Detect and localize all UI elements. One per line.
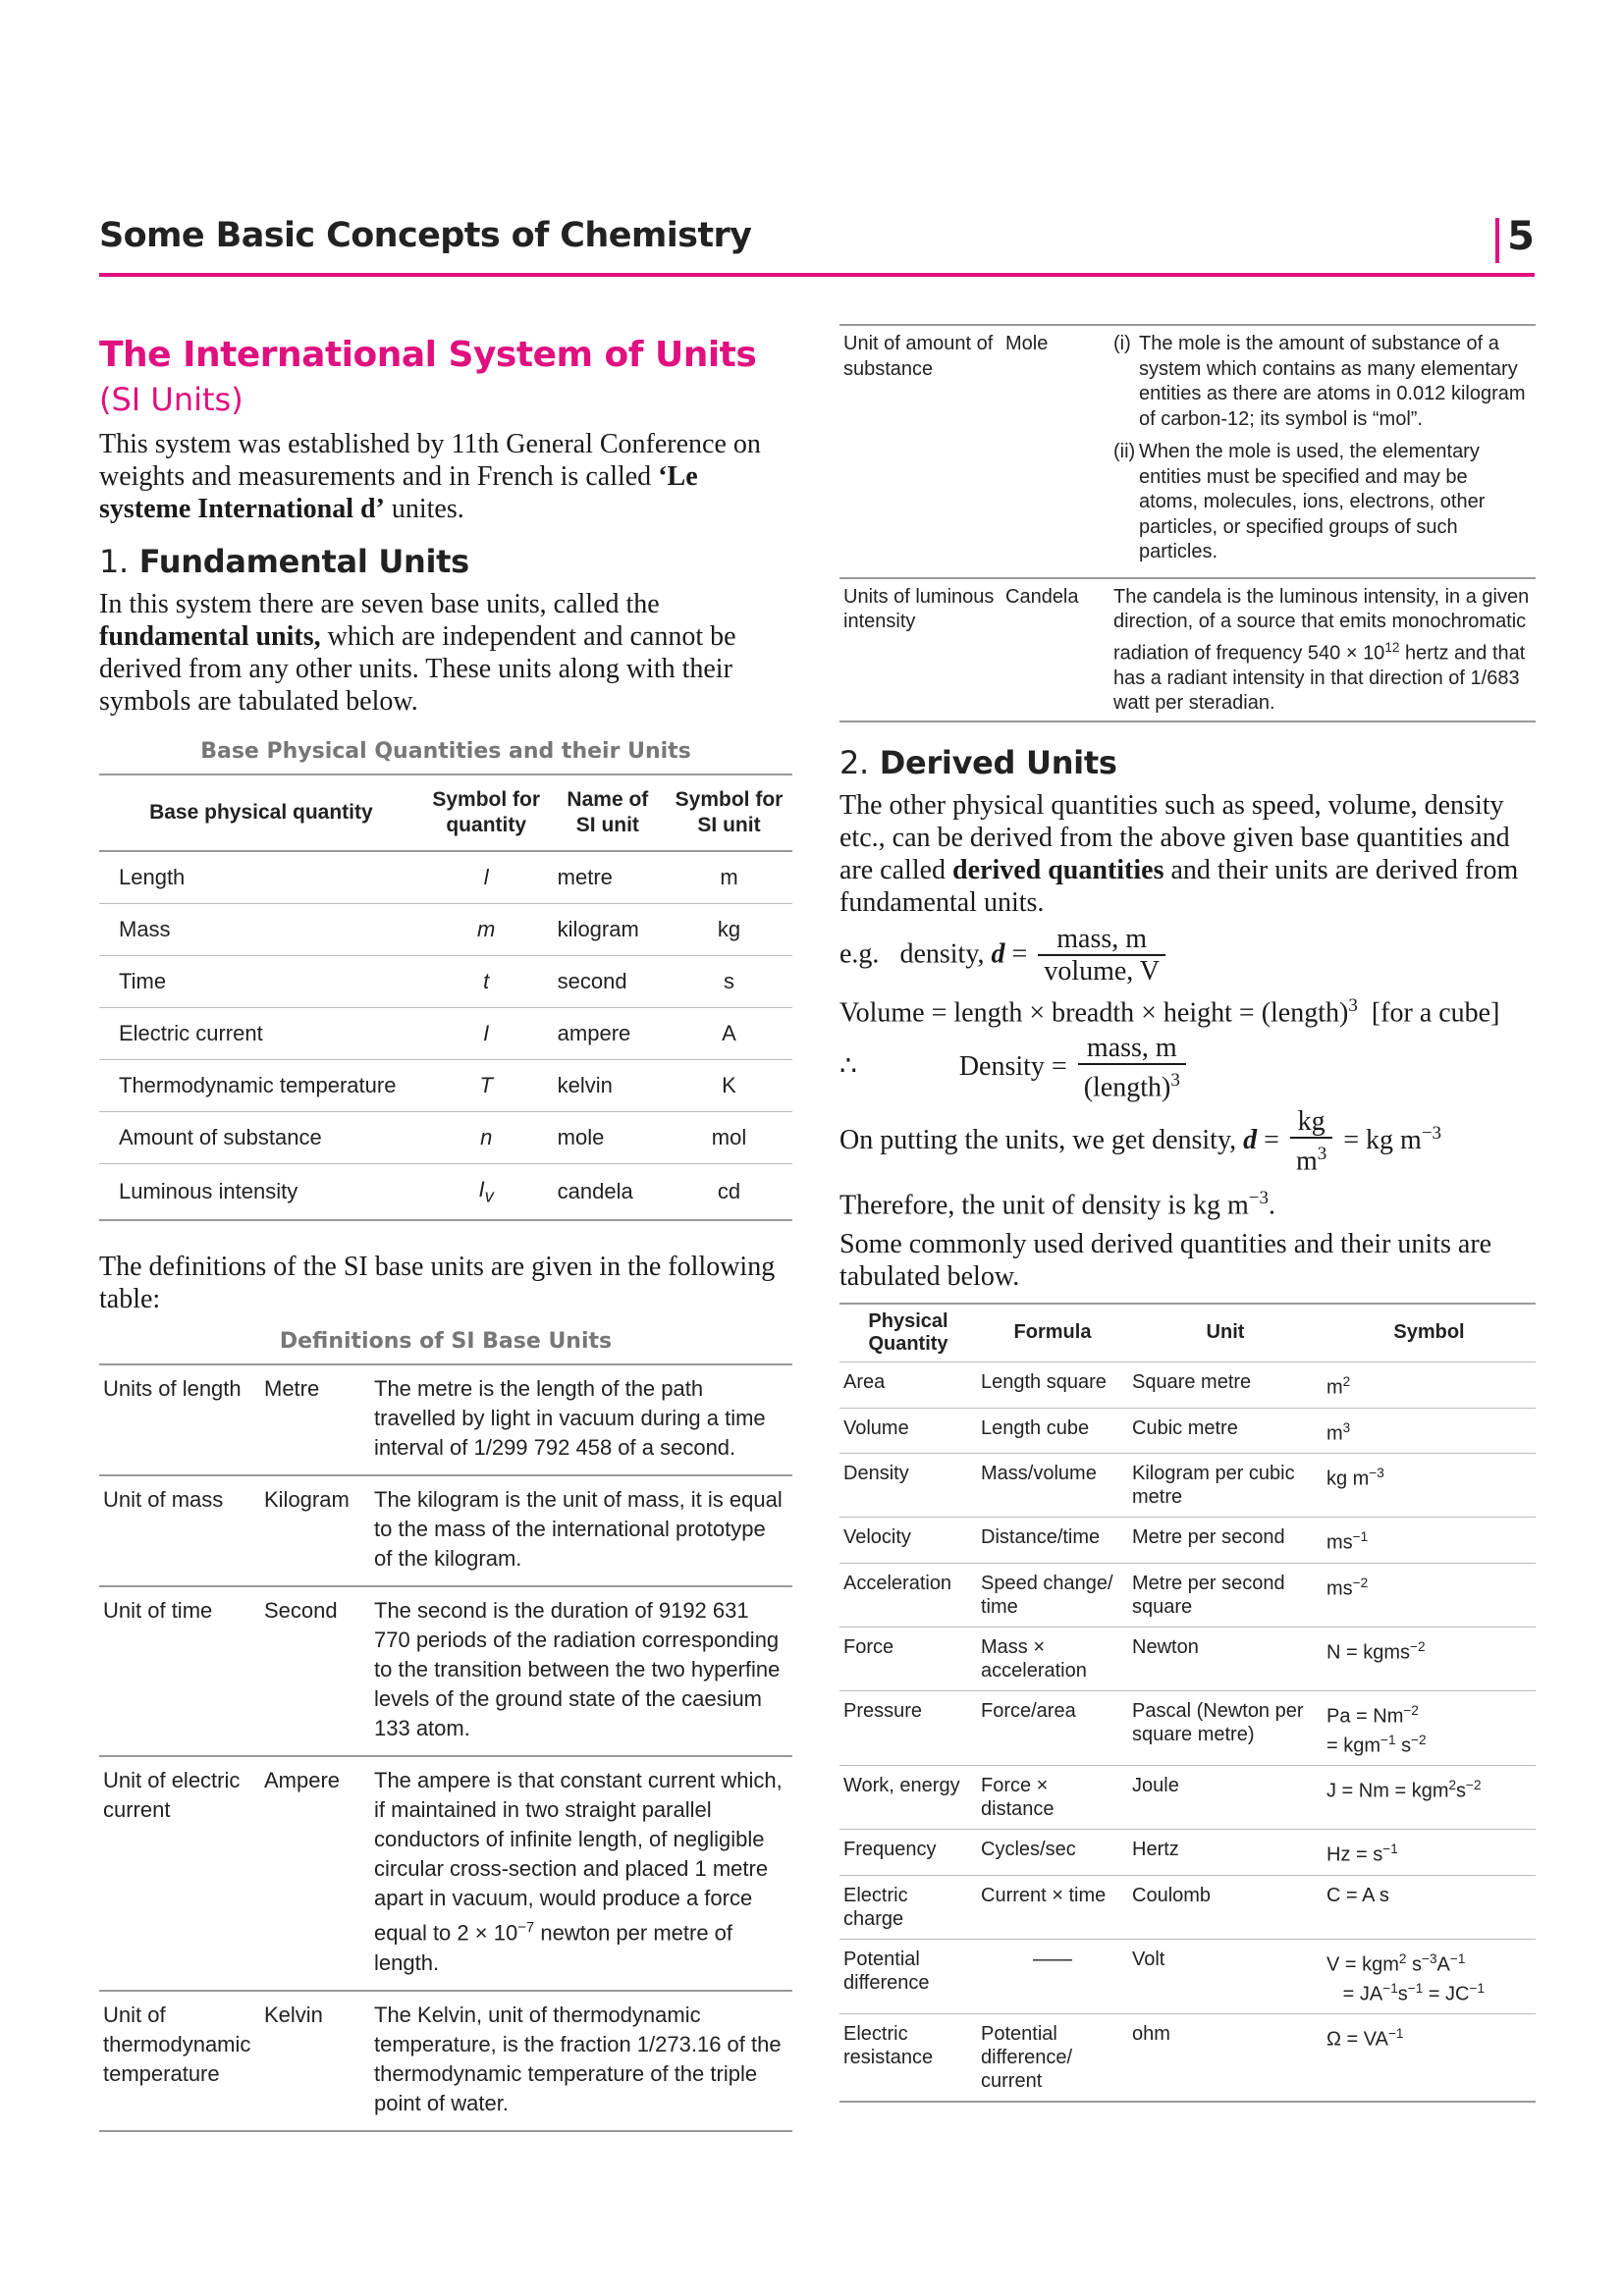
exponent: −1 [1380,1732,1396,1747]
cell: The second is the duration of 9192 631 770 periods of the radiation corresponding to the transition between the two hyperfine levels of the ground state of the caesium 133 atom. [370,1586,792,1756]
cell: kilogram [550,904,666,956]
symbol: s [1395,1735,1412,1757]
symbol: = JA [1342,1983,1383,2005]
cell: Kilogram per cubic metre [1128,1454,1323,1518]
symbol: s [1397,1983,1408,2005]
exponent: −1 [1449,1950,1466,1966]
cell: Density [839,1454,977,1518]
denominator [1290,1139,1332,1177]
cell [1323,1939,1536,2013]
cell: s [666,956,792,1008]
numerator: mass, m [1078,1034,1186,1065]
symbol-d: d [1243,1125,1258,1156]
cell: Acceleration [839,1563,977,1627]
symbol: Hz = s [1326,1843,1383,1866]
cell [423,1164,550,1221]
intro-text-end: unites. [384,494,464,524]
cell: C = A s [1323,1875,1536,1939]
cell: Unit of amount of substance [839,325,1001,578]
header-divider [1495,218,1499,263]
symbol: ms [1326,1577,1353,1600]
exponent: −2 [1403,1702,1419,1718]
table-row [99,851,792,904]
cell: candela [550,1164,666,1221]
table-row [99,1756,792,1990]
col-header: Symbol [1323,1304,1536,1362]
cell: Metre per second [1128,1518,1323,1564]
cell-text: The ampere is that constant current which, if maintained in two straight parallel conductors of infinite length, of negligible circular cross-section and placed 1 metre apart in vacuum, would produce a force equal to 2 × 10 [374,1768,783,1946]
cell: Newton [1128,1627,1323,1690]
table-row [839,1518,1536,1564]
exponent: 3 [1317,1144,1327,1165]
cell: kelvin [550,1060,666,1112]
exponent: −1 [1352,1529,1369,1545]
cell: Coulomb [1128,1875,1323,1939]
table-row [839,1830,1536,1876]
exponent: 12 [1384,639,1400,655]
exponent: −7 [517,1919,535,1937]
cell [1323,1408,1536,1454]
table-row [99,1364,792,1475]
result: = kg m [1343,1125,1422,1156]
paragraph-bold: fundamental units, [99,621,321,652]
page-header [99,214,1535,277]
cell: Unit of mass [99,1475,260,1586]
cell [1323,1627,1536,1690]
cell: ohm [1128,2014,1323,2103]
cell: Potential difference/ current [977,2014,1128,2103]
cell: Force/area [977,1690,1128,1765]
density-derivation [839,1034,1536,1103]
equals: = [1264,1125,1279,1156]
cell: Luminous intensity [99,1164,423,1221]
cell [1323,1690,1536,1765]
paragraph-text: In this system there are seven base units, called the [99,589,660,619]
table-row [839,1690,1536,1765]
table-row [99,1008,792,1060]
cell: The metre is the length of the path travelled by light in vacuum during a time interval of 1/299 792 458 of a second. [370,1364,792,1475]
table-row [99,956,792,1008]
table-row [99,1164,792,1221]
table-row [839,1362,1536,1408]
cell: Volt [1128,1939,1323,2013]
cell: Units of length [99,1364,260,1475]
cell: Distance/time [977,1518,1128,1564]
cell: metre [550,851,666,904]
symbol-d: d [991,938,1005,970]
chapter-title: Some Basic Concepts of Chemistry [99,216,752,255]
right-column [839,324,1536,2103]
intro-paragraph [99,428,792,525]
heading-text: Derived Units [879,743,1117,781]
exponent: −2 [1410,1638,1426,1654]
cell [1109,578,1536,721]
symbol: Pa = Nm [1326,1705,1404,1728]
cell: Work, energy [839,1766,977,1830]
cell: Amount of substance [99,1112,423,1164]
definition-item [1113,332,1532,432]
cell: Electric current [99,1008,423,1060]
cell: Speed change/ time [977,1563,1128,1627]
symbol: = kgm [1326,1735,1381,1757]
fraction [1290,1107,1332,1177]
cell: Joule [1128,1766,1323,1830]
table-header-row [99,774,792,851]
symbol: N = kgms [1326,1641,1411,1664]
col-header: Unit [1128,1304,1323,1362]
cell: Mass/volume [977,1454,1128,1518]
item-text: When the mole is used, the elementary entities must be specified and may be atoms, molecules, ions, electrons, other particles, or specified groups of such particles. [1139,441,1486,562]
cell [1323,2014,1536,2103]
cell: second [550,956,666,1008]
paragraph-text: The other physical quantities such as speed, volume, density etc., can be derived from the above given base quantities and are called [839,789,1510,885]
conclusion-text: Therefore, the unit of density is kg m [839,1189,1249,1220]
density-unit-conclusion [839,1182,1536,1222]
cell: —— [977,1939,1128,2013]
symbol: J = Nm = kgm [1326,1780,1449,1802]
cell: Length square [977,1362,1128,1408]
table-row [839,1766,1536,1830]
cell: Kilogram [260,1475,370,1586]
cell: kg [666,904,792,956]
cell [1109,325,1536,578]
table-row [839,1875,1536,1939]
cell: Cubic metre [1128,1408,1323,1454]
density-formula [839,925,1536,988]
cell: Mole [1001,325,1109,578]
putting-text: On putting the units, we get density, [839,1125,1237,1156]
cell: The Kelvin, unit of thermodynamic temperature, is the fraction 1/273.16 of the thermodynamic temperature of the triple point of water. [370,1991,792,2131]
exponent: 2 [1398,1950,1407,1966]
cell-text-end: hertz and that has a radiant intensity in that direction of 1/683 watt per steradian. [1113,642,1526,715]
col-header: Base physical quantity [99,774,423,851]
cell: mol [666,1112,792,1164]
fundamental-paragraph [99,588,792,718]
cell [1323,1362,1536,1408]
exponent: −3 [1369,1466,1384,1481]
cell: K [666,1060,792,1112]
item-label: (i) [1113,333,1131,354]
cell: Electric charge [839,1875,977,1939]
base-quantities-table [99,774,792,1221]
table-row [99,1475,792,1586]
cell-text-end: newton per metre of length. [374,1920,733,1975]
table-row [839,325,1536,578]
cube-note: [for a cube] [1371,996,1500,1028]
table-row [99,904,792,956]
cell: Unit of thermodynamic temperature [99,1991,260,2131]
cell: Length cube [977,1408,1128,1454]
table-row [839,1627,1536,1690]
intro-text: This system was established by 11th General Conference on weights and measurements and in French is called [99,429,761,492]
volume-text: Volume = length × breadth × height = (length) [839,996,1349,1028]
col-header: Symbol for SI unit [666,774,792,851]
heading-number: 1. [99,543,129,580]
table-header-row [839,1304,1536,1362]
therefore-symbol: ∴ [839,1051,857,1083]
cell: Area [839,1362,977,1408]
cell: m [666,851,792,904]
table-row [839,1408,1536,1454]
cell: Force [839,1627,977,1690]
table-row [839,1563,1536,1627]
cell: Second [260,1586,370,1756]
fundamental-units-heading [99,543,792,580]
cell: Hertz [1128,1830,1323,1876]
cell: l [423,851,550,904]
item-text: The mole is the amount of substance of a system which contains as many elementary entities as there are atoms in 0.012 kilogram of carbon-12; its symbol is “mol”. [1139,333,1526,430]
symbol-subscript: v [484,1185,494,1206]
density-label: Density = [958,1051,1067,1083]
heading-text: Fundamental Units [138,543,469,580]
symbol: I [478,1177,485,1201]
cell: Electric resistance [839,2014,977,2103]
intro-french-name: ‘Le systeme International d’ [99,461,698,524]
paragraph-bold: derived quantities [952,854,1164,885]
fraction [1038,925,1165,988]
paragraph-text-end: and their units are derived from fundamental units. [839,854,1519,918]
cell: Length [99,851,423,904]
table-row [99,1060,792,1112]
cell: Mass [99,904,423,956]
exponent: −1 [1407,1980,1424,1996]
cell: t [423,956,550,1008]
table-row [839,578,1536,721]
symbol: m [1326,1422,1343,1445]
denominator: volume, V [1044,955,1161,987]
symbol: s [1456,1780,1467,1802]
density-units [839,1107,1536,1177]
eg-label: e.g. [839,938,880,970]
cell-text: The candela is the luminous intensity, in a given direction, of a source that emits monochromatic radiation of frequency 540 × 10 [1113,585,1530,665]
cell: T [423,1060,550,1112]
cell: Thermodynamic temperature [99,1060,423,1112]
table-row [839,1454,1536,1518]
equals: = [1011,938,1028,970]
cell: Current × time [977,1875,1128,1939]
section-title: The International System of Units [99,335,757,375]
exponent: −3 [1421,1123,1442,1145]
exponent: −1 [1387,2026,1404,2042]
exponent: −1 [1469,1980,1485,1996]
table-row [839,2014,1536,2103]
cell: A [666,1008,792,1060]
cell: The kilogram is the unit of mass, it is equal to the mass of the international prototype of the kilogram. [370,1475,792,1586]
cell: mole [550,1112,666,1164]
fraction [1078,1034,1186,1103]
symbol: = JC [1423,1983,1470,2005]
cell [370,1756,792,1990]
cell: Pascal (Newton per square metre) [1128,1690,1323,1765]
base-table-caption: Base Physical Quantities and their Units [200,739,691,764]
cell: m [423,904,550,956]
cell: I [423,1008,550,1060]
denominator [1078,1065,1186,1103]
def-table-caption: Definitions of SI Base Units [279,1329,613,1355]
exponent: 2 [1448,1778,1457,1793]
cell: Pressure [839,1690,977,1765]
m-text: m [1295,1146,1318,1177]
exponent: 3 [1342,1419,1351,1435]
eg-text: density, [899,938,985,970]
symbol: s [1406,1953,1423,1976]
definitions-table-continued [839,324,1536,722]
cell: Unit of time [99,1586,260,1756]
cell: Velocity [839,1518,977,1564]
cell: Square metre [1128,1362,1323,1408]
cell [1323,1766,1536,1830]
volume-formula [839,989,1536,1030]
cell: Time [99,956,423,1008]
cell: Potential difference [839,1939,977,2013]
cell [1323,1563,1536,1627]
numerator: mass, m [1038,925,1165,956]
table-row [839,1939,1536,2013]
period: . [1269,1189,1276,1220]
symbol: ms [1326,1531,1353,1554]
cell: Ampere [260,1756,370,1990]
cell: Candela [1005,585,1079,608]
definitions-intro: The definitions of the SI base units are given in the following table: [99,1252,776,1315]
cell: ampere [550,1008,666,1060]
exponent: −3 [1422,1950,1437,1966]
derived-units-heading [839,744,1536,781]
left-column [99,334,792,2132]
section-subtitle: (SI Units) [99,381,243,418]
symbol: kg m [1326,1468,1370,1490]
symbol: A [1436,1953,1450,1976]
cell [1323,1454,1536,1518]
heading-number: 2. [839,743,869,781]
cell [1323,1518,1536,1564]
table-row [99,1991,792,2131]
common-derived-intro: Some commonly used derived quantities and their units are tabulated below. [839,1228,1492,1292]
table-row [99,1112,792,1164]
cell: Unit of electric current [99,1756,260,1990]
cell: Metre [260,1364,370,1475]
cell: Units of luminous intensity [843,585,995,632]
exponent: 3 [1348,994,1358,1016]
table-row [99,1586,792,1756]
cell: Volume [839,1408,977,1454]
exponent: 3 [1170,1069,1180,1091]
col-header: Name of SI unit [550,774,666,851]
cell [1323,1830,1536,1876]
exponent: −1 [1382,1842,1398,1857]
cell: Metre per second square [1128,1563,1323,1627]
cell: Cycles/sec [977,1830,1128,1876]
cell: cd [666,1164,792,1221]
symbol: m [1326,1376,1343,1399]
col-header: Physical Quantity [839,1304,977,1362]
length-text: (length) [1083,1072,1171,1103]
col-header: Formula [977,1304,1128,1362]
exponent: −2 [1466,1778,1482,1793]
exponent: −2 [1352,1575,1369,1590]
cell: Mass × acceleration [977,1627,1128,1690]
cell: Kelvin [260,1991,370,2131]
cell: Frequency [839,1830,977,1876]
exponent: 2 [1342,1373,1351,1389]
derived-quantities-table [839,1303,1536,2103]
definition-item [1113,440,1532,565]
definitions-table [99,1363,792,2131]
symbol: V = kgm [1326,1953,1399,1976]
page-number: 5 [1507,214,1535,259]
exponent: −1 [1382,1980,1398,1996]
col-header: Symbol for quantity [423,774,550,851]
cell: n [423,1112,550,1164]
exponent: −3 [1248,1187,1270,1208]
numerator: kg [1290,1107,1332,1139]
symbol: Ω = VA [1326,2028,1388,2051]
exponent: −2 [1411,1732,1427,1747]
cell: Force × distance [977,1766,1128,1830]
item-label: (ii) [1113,441,1136,462]
derived-paragraph [839,789,1536,919]
paragraph-text-end: which are independent and cannot be derived from any other units. These units along with their symbols are tabulated below. [99,621,736,717]
